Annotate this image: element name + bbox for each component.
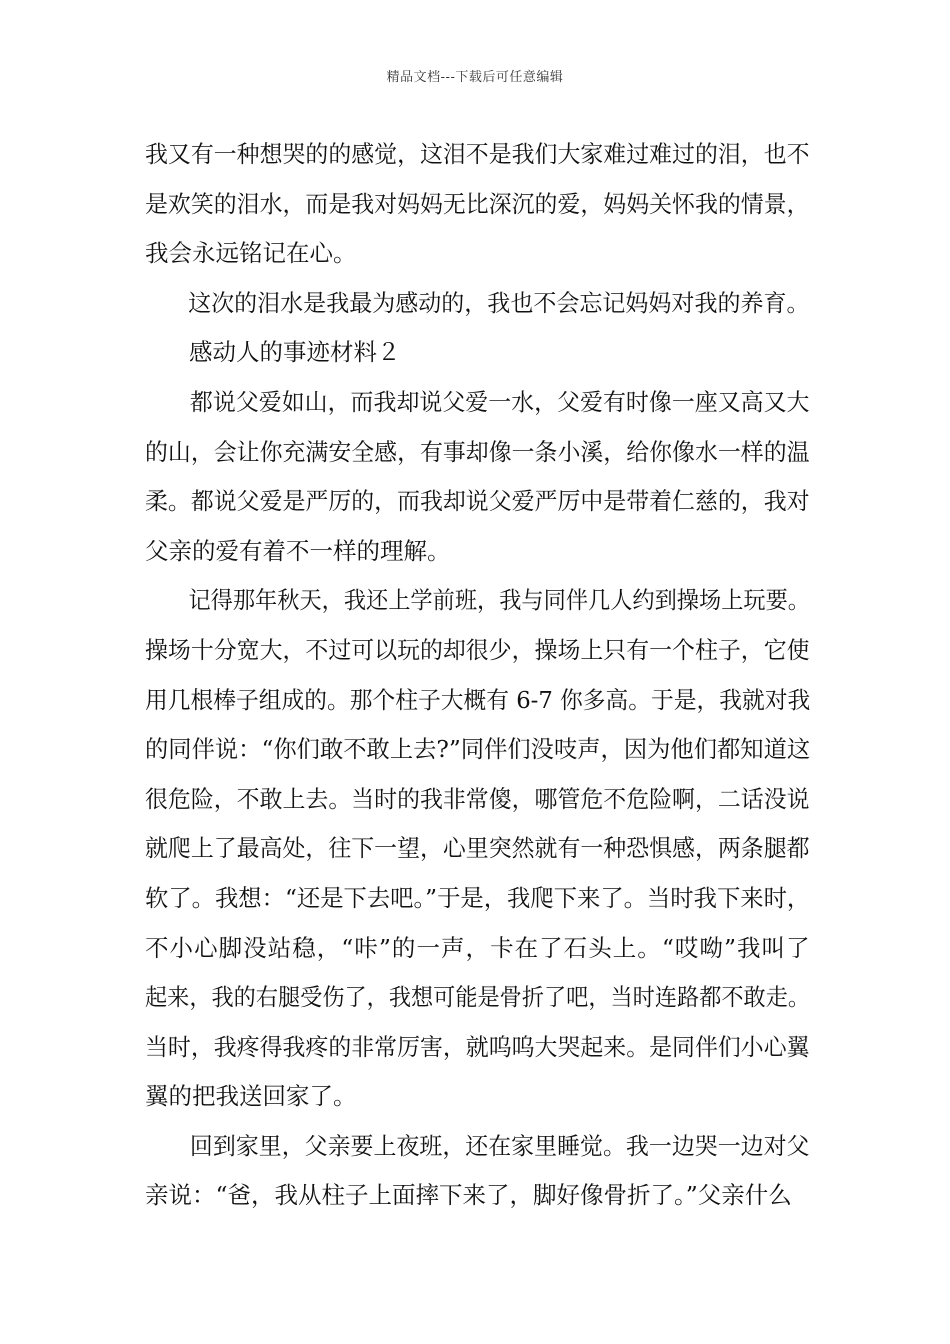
section-heading [145, 328, 810, 378]
text-line: 很危险，不敢上去。当时的我非常傻，哪管危不危险啊，二话没说 [145, 784, 810, 813]
text-line: 我会永远铭记在心。 [145, 239, 357, 268]
paragraph [145, 378, 810, 576]
text-line: 亲说：“爸，我从柱子上面摔下来了，脚好像骨折了。”父亲什么 [145, 1181, 792, 1210]
text-line: 记得那年秋天，我还上学前班，我与同伴几人约到操场上玩要。 [188, 586, 810, 615]
text-line: 用几根棒子组成的。那个柱子大概有 6-7 你多高。于是，我就对我 [145, 685, 811, 714]
text-line: 父亲的爱有着不一样的理解。 [145, 536, 451, 565]
text-line: 的山，会让你充满安全感，有事却像一条小溪，给你像水一样的温 [145, 437, 810, 466]
text-line: 当时，我疼得我疼的非常厉害，就呜呜大哭起来。是同伴们小心翼 [145, 1032, 810, 1061]
text-line: 我又有一种想哭的的感觉，这泪不是我们大家难过难过的泪，也不 [145, 140, 810, 168]
text-line: 是欢笑的泪水，而是我对妈妈无比深沉的爱，妈妈关怀我的情景， [145, 189, 810, 218]
text-line: 这次的泪水是我最为感动的，我也不会忘记妈妈对我的养育。 [188, 288, 810, 317]
text-line: 回到家里，父亲要上夜班，还在家里睡觉。我一边哭一边对父 [189, 1131, 810, 1160]
text-line: 软了。我想：“还是下去吧。”于是，我爬下来了。当时我下来时， [145, 883, 811, 912]
paragraph [145, 130, 810, 279]
text-line: 都说父爱如山，而我却说父爱一水，父爱有时像一座又高又大 [189, 387, 810, 416]
document-body [145, 130, 810, 1221]
text-line: 柔。都说父爱是严厉的，而我却说父爱严厉中是带着仁慈的，我对 [145, 487, 810, 516]
page-header: 精品文档---下载后可任意编辑 [386, 70, 564, 85]
text-line: 操场十分宽大，不过可以玩的却很少，操场上只有一个柱子，它使 [145, 635, 810, 664]
paragraph [145, 1122, 810, 1221]
paragraph [145, 576, 810, 1122]
text-line: 不小心脚没站稳，“咔”的一声，卡在了石头上。“哎呦”我叫了 [145, 933, 811, 962]
text-line: 就爬上了最高处，往下一望，心里突然就有一种恐惧感，两条腿都 [145, 834, 810, 863]
text-line: 翼的把我送回家了。 [145, 1082, 357, 1111]
text-line: 感动人的事迹材料２ [189, 338, 401, 367]
paragraph [145, 279, 810, 329]
text-line: 的同伴说：“你们敢不敢上去?”同伴们没吱声，因为他们都知道这 [145, 735, 811, 764]
text-line: 起来，我的右腿受伤了，我想可能是骨折了吧，当时连路都不敢走。 [145, 983, 811, 1012]
